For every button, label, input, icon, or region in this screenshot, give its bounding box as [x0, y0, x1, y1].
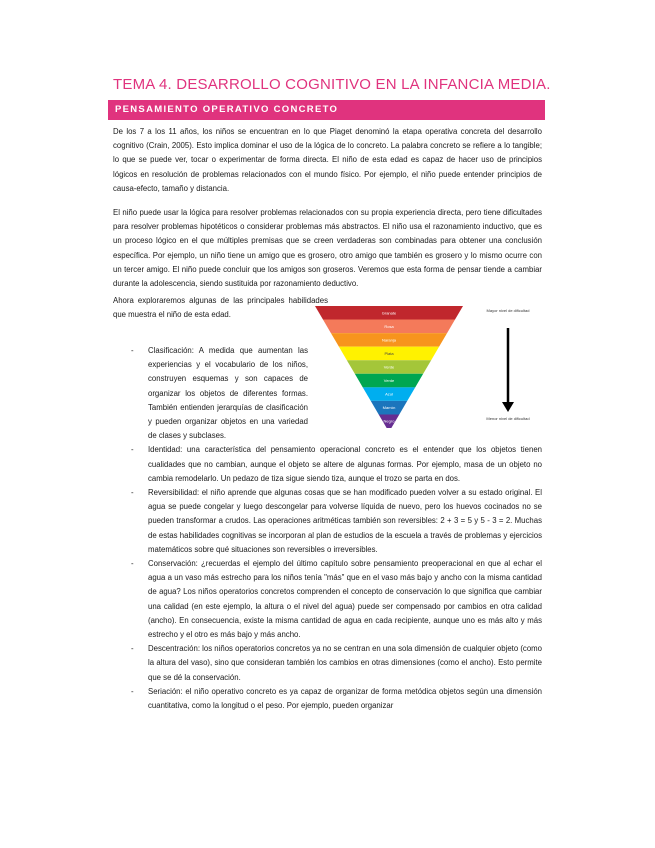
- list-item-clasificacion: - Clasificación: A medida que aumentan las experiencias y el vocabulario de los niños, construyen esquemas y son capaces de organizar los objetos de diferentes formas. También entienden jerarquías de clasificación y pueden organizar objetos en una variedad de clases y subclases.: [113, 344, 542, 443]
- pyramid-layer-label: Negro: [383, 418, 395, 424]
- pyramid-layer-label: Granate: [381, 310, 397, 316]
- pyramid-layer-label: Marrón: [382, 405, 396, 411]
- list-item-identidad: - Identidad: una característica del pensamiento operacional concreto es el entender que los objetos tienen cualidades que no cambian, aunque el objeto se altere de algunas formas. Por ejemplo, masa de un objeto no cambia remodelarlo. Un pedazo de tiza sigue siendo tiza, aunque el trozo se parta en dos.: [113, 443, 542, 486]
- section-heading: PENSAMIENTO OPERATIVO CONCRETO: [115, 104, 339, 115]
- list-item-seriacion: - Seriación: el niño operativo concreto es ya capaz de organizar de forma metódica objetos según una dimensión cuantitativa, como la longitud o el peso. Por ejemplo, pueden organizar: [113, 685, 542, 713]
- figure-bottom-note: Menor nivel de dificultad: [486, 416, 530, 421]
- paragraph-logic: El niño puede usar la lógica para resolver problemas relacionados con su propia experiencia directa, pero tiene dificultades para resolver problemas hipotéticos o considerar problemas más abstractos. El niño usa el razonamiento inductivo, que es un proceso lógico en el que múltiples premisas que se creen verdaderas son combinadas para obtener una conclusión específica. Por ejemplo, un niño tiene un amigo que es grosero, otro amigo que también es grosero y lo mismo ocurre con un tercer amigo. El niño puede concluir que los amigos son groseros. Veremos que esta forma de pensar tiende a cambiar durante la adolescencia, siendo sustituida por razonamiento deductivo.: [113, 208, 542, 289]
- section-heading-band: [108, 100, 545, 120]
- skills-list: [113, 344, 542, 713]
- paragraph-skills-intro: Ahora exploraremos algunas de las principales habilidades que muestra el niño de esta edad.: [113, 296, 328, 320]
- pyramid-layer-label: Azul: [385, 391, 393, 397]
- list-item-descentracion: - Descentración: los niños operatorios concretos ya no se centran en una sola dimensión de cualquier objeto (como la altura del vaso), sino que consideran también los cambios en otras dimensiones (como el ancho). Esto permite que se dé la conservación.: [113, 642, 542, 685]
- pyramid-layer-label: Rosa: [384, 323, 394, 329]
- paragraph-intro: De los 7 a los 11 años, los niños se encuentran en lo que Piaget denominó la etapa operativa concreta del desarrollo cognitivo (Crain, 2005). Esto implica dominar el uso de la lógica de lo concreto. La palabra concreto se refiere a lo tangible; lo que se puede ver, tocar o experimentar de forma directa. El niño de esta edad es capaz de hacer uso de principios lógicos en resolución de problemas relacionados con el mundo físico. Por ejemplo, el niño puede entender principios de causa-efecto, tamaño y distancia.: [113, 127, 542, 193]
- figure-top-note: Mayor nivel de dificultad: [486, 308, 530, 313]
- pyramid-layer-label: Verde: [383, 364, 395, 370]
- pyramid-layer-label: Naranja: [381, 337, 397, 343]
- pyramid-layer-label: Verde: [383, 378, 395, 384]
- list-item-reversibilidad: - Reversibilidad: el niño aprende que algunas cosas que se han modificado pueden volver a su estado original. El agua se puede congelar y luego descongelar para volverse líquida de nuevo, pero los huevos cocinados no se pueden transformar a crudos. Las operaciones aritméticas también son reversibles: 2 + 3 = 5 y 5 - 3 = 2. Muchas de estas habilidades cognitivas se incorporan al plan de estudios de la escuela a través de problemas y ejercicios matemáticos sobre qué situaciones son reversibles o irreversibles.: [113, 486, 542, 557]
- pyramid-layer-label: Plata: [384, 350, 394, 356]
- list-item-conservacion: - Conservación: ¿recuerdas el ejemplo del último capítulo sobre pensamiento preoperacional en que al echar el agua a un vaso más estrecho para los niños tenía "más" que en el vaso más bajo y ancho con la misma cantidad de agua? Los niños operatorios concretos comprenden el concepto de conservación lo que significa que cambiar una calidad (en este ejemplo, la altura o el nivel del agua) puede ser compensado por cambios en otra calidad (ancho). En consecuencia, existe la misma cantidad de agua en cada recipiente, aunque uno es más alto y más estrecho y el otro es más bajo y más ancho.: [113, 557, 542, 642]
- page-title: TEMA 4. DESARROLLO COGNITIVO EN LA INFANCIA MEDIA.: [113, 76, 551, 93]
